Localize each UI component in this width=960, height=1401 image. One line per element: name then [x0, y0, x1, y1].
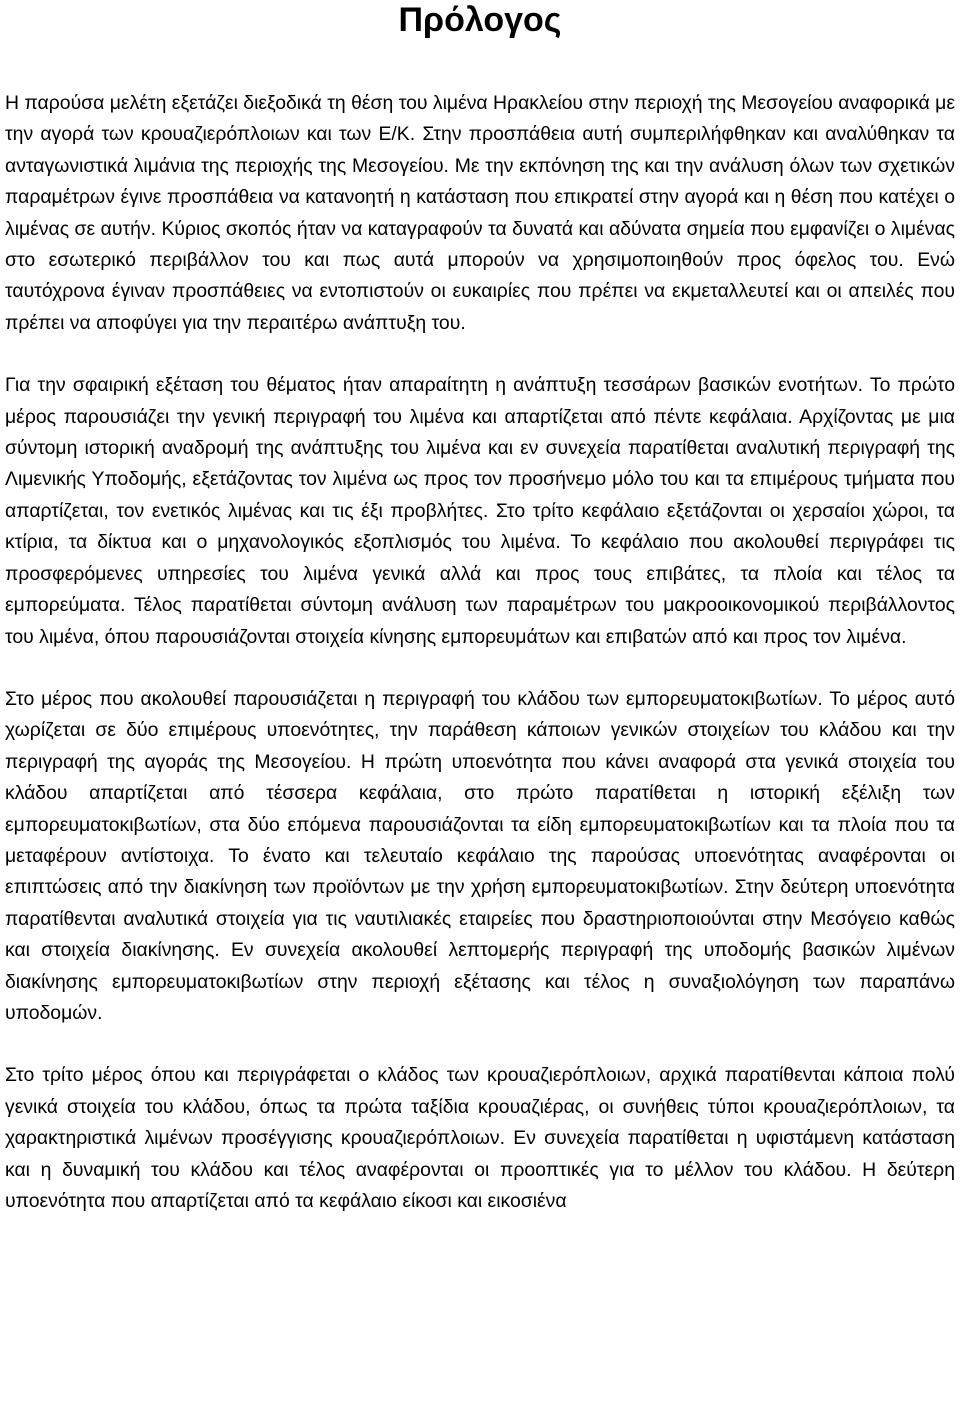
- document-page: [5, 0, 955, 1217]
- paragraph-part-one: Για την σφαιρική εξέταση του θέματος ήταν απαραίτητη η ανάπτυξη τεσσάρων βασικών ενοτήτων. Το πρώτο μέρος παρουσιάζει την γενική περιγραφή του λιμένα και απαρτίζεται από πέντε κεφάλαια. Αρχίζοντας με μια σύντομη ιστορική αναδρομή της ανάπτυξης του λιμένα και εν συνεχεία παρατίθεται αναλυτική περιγραφή της Λιμενικής Υποδομής, εξετάζοντας τον λιμένα ως προς τον προσήνεμο μόλο του και τα επιμέρους τμήματα που απαρτίζεται, τον ενετικός λιμένας και τις έξι προβλήτες. Στο τρίτο κεφάλαιο εξετάζονται οι χερσαίοι χώροι, τα κτίρια, τα δίκτυα και ο μηχανολογικός εξοπλισμός του λιμένα. Το κεφάλαιο που ακολουθεί περιγράφει τις προσφερόμενες υπηρεσίες του λιμένα γενικά αλλά και προς τους επιβάτες, τα πλοία και τέλος τα εμπορεύματα. Τέλος παρατίθεται σύντομη ανάλυση των παραμέτρων του μακροοικονομικού περιβάλλοντος του λιμένα, όπου παρουσιάζονται στοιχεία κίνησης εμπορευμάτων και επιβατών από και προς τον λιμένα.: [5, 374, 955, 648]
- paragraph-part-two: Στο μέρος που ακολουθεί παρουσιάζεται η περιγραφή του κλάδου των εμπορευματοκιβωτίων. Το μέρος αυτό χωρίζεται σε δύο επιμέρους υποενότητες, την παράθεση κάποιων γενικών στοιχείων του κλάδου και την περιγραφή της αγοράς της Μεσογείου. Η πρώτη υποενότητα που κάνει αναφορά στα γενικά στοιχεία του κλάδου απαρτίζεται από τέσσερα κεφάλαια, στο πρώτο παρατίθεται η ιστορική εξέλιξη των εμπορευματοκιβωτίων, στα δύο επόμενα παρουσιάζονται τα είδη εμπορευματοκιβωτίων και τα πλοία που τα μεταφέρουν αντίστοιχα. Το ένατο και τελευταίο κεφάλαιο της παρούσας υποενότητας αναφέρονται οι επιπτώσεις από την διακίνηση των προϊόντων με την χρήση εμπορευματοκιβωτίων. Στην δεύτερη υποενότητα παρατίθενται αναλυτικά στοιχεία για τις ναυτιλιακές εταιρείες που δραστηριοποιούνται στην Μεσόγειο καθώς και στοιχεία διακίνησης. Εν συνεχεία ακολουθεί λεπτομερής περιγραφή της υποδομής βασικών λιμένων διακίνησης εμπορευματοκιβωτίων στην περιοχή εξέτασης και τέλος η συναξιολόγηση των παραπάνω υποδομών.: [5, 687, 955, 1024]
- page-title: Πρόλογος: [398, 1, 562, 39]
- paragraph-part-three: Στο τρίτο μέρος όπου και περιγράφεται ο κλάδος των κρουαζιερόπλοιων, αρχικά παρατίθενται κάποια πολύ γενικά στοιχεία του κλάδου, όπως τα πρώτα ταξίδια κρουαζιέρας, οι συνήθεις τύποι κρουαζιερόπλοιων, τα χαρακτηριστικά λιμένων προσέγγισης κρουαζιερόπλοιων. Εν συνεχεία παρατίθεται η υφιστάμενη κατάσταση και η δυναμική του κλάδου και τέλος αναφέρονται οι προοπτικές για το μέλλον του κλάδου. Η δεύτερη υποενότητα που απαρτίζεται από τα κεφάλαιο είκοσι και εικοσιένα: [5, 1064, 955, 1212]
- paragraph-intro: Η παρούσα μελέτη εξετάζει διεξοδικά τη θέση του λιμένα Ηρακλείου στην περιοχή της Μεσογείου αναφορικά με την αγορά των κρουαζιερόπλοιων και των Ε/Κ. Στην προσπάθεια αυτή συμπεριλήφθηκαν και αναλύθηκαν τα ανταγωνιστικά λιμάνια της περιοχής της Μεσογείου. Με την εκπόνηση της και την ανάλυση όλων των σχετικών παραμέτρων έγινε προσπάθεια να κατανοητή η κατάσταση που επικρατεί στην αγορά και η θέση που κατέχει ο λιμένας σε αυτήν. Κύριος σκοπός ήταν να καταγραφούν τα δυνατά και αδύνατα σημεία που εμφανίζει ο λιμένας στο εσωτερικό περιβάλλον του και πως αυτά μπορούν να χρησιμοποιηθούν προς όφελος του. Ενώ ταυτόχρονα έγιναν προσπάθειες να εντοπιστούν οι ευκαιρίες που πρέπει να εκμεταλλευτεί και οι απειλές που πρέπει να αποφύγει για την περαιτέρω ανάπτυξη του.: [5, 92, 955, 334]
